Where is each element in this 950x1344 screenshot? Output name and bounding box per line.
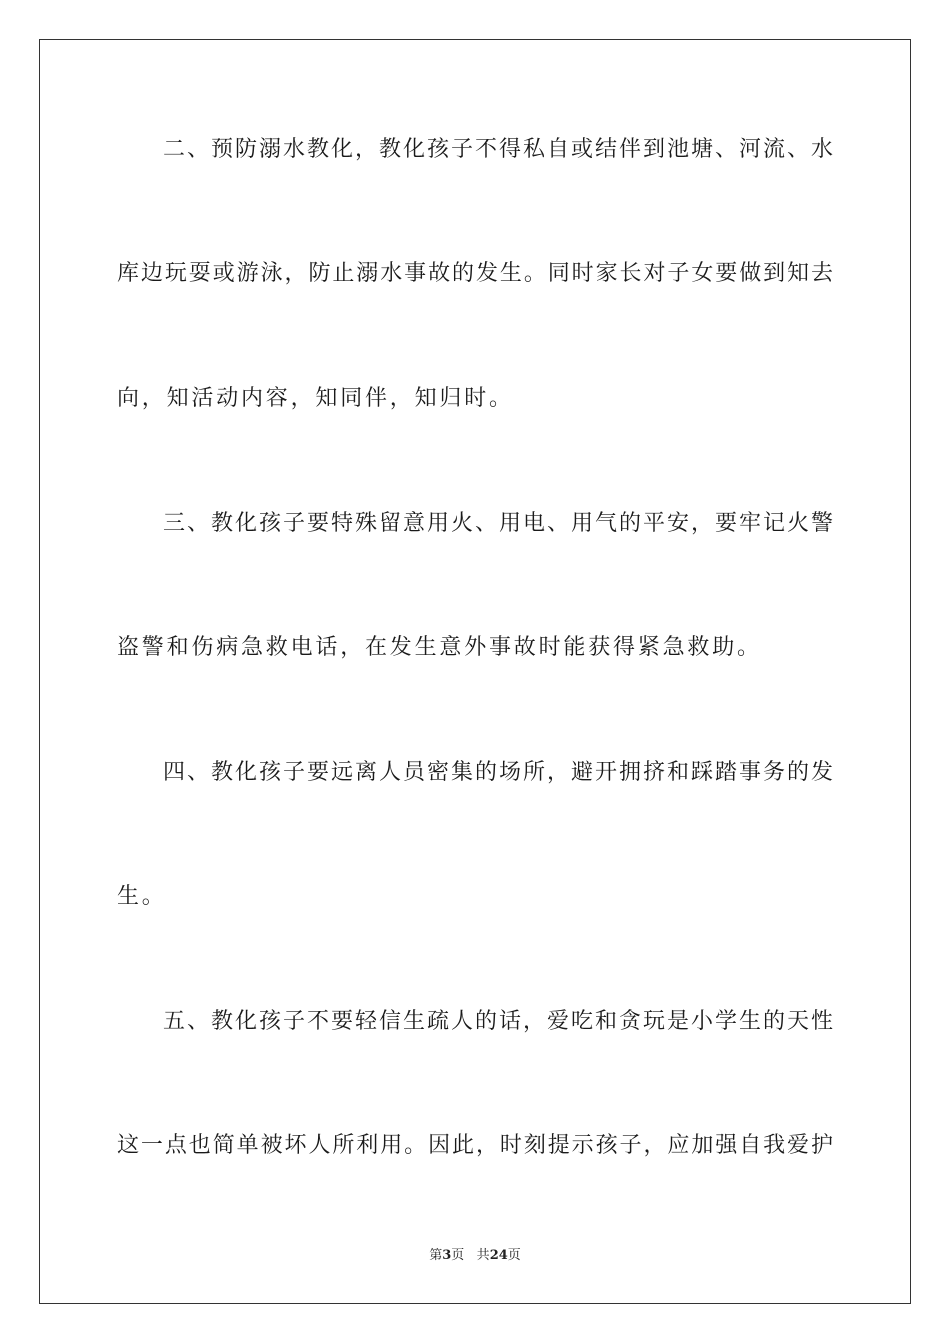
paragraph-2-line-3: 向，知活动内容，知同伴，知归时。: [117, 386, 514, 411]
paragraph-5-line-2: 这一点也简单被坏人所利用。因此，时刻提示孩子，应加强自我爱护: [117, 1133, 833, 1158]
footer-total-suffix: 页: [507, 1248, 521, 1263]
footer-page-prefix: 第: [429, 1248, 443, 1263]
paragraph-2-line-1: 二、预防溺水教化，教化孩子不得私自或结伴到池塘、河流、水: [163, 137, 833, 162]
paragraph-4-line-2: 生。: [117, 884, 167, 909]
paragraph-5-line-1: 五、教化孩子不要轻信生疏人的话，爱吃和贪玩是小学生的天性: [163, 1009, 833, 1034]
footer-page-suffix: 页: [451, 1248, 465, 1263]
page-border: [39, 39, 911, 1304]
footer-total-prefix: 共: [476, 1248, 490, 1263]
paragraph-2-line-2: 库边玩耍或游泳，防止溺水事故的发生。同时家长对子女要做到知去: [117, 261, 833, 286]
footer-page-number: 3: [442, 1248, 452, 1263]
paragraph-3-line-2: 盗警和伤病急救电话，在发生意外事故时能获得紧急救助。: [117, 635, 762, 660]
footer-total-pages: 24: [489, 1248, 508, 1263]
paragraph-4-line-1: 四、教化孩子要远离人员密集的场所，避开拥挤和踩踏事务的发: [163, 760, 833, 785]
page-footer: [0, 1247, 950, 1265]
paragraph-3-line-1: 三、教化孩子要特殊留意用火、用电、用气的平安，要牢记火警: [163, 511, 833, 536]
